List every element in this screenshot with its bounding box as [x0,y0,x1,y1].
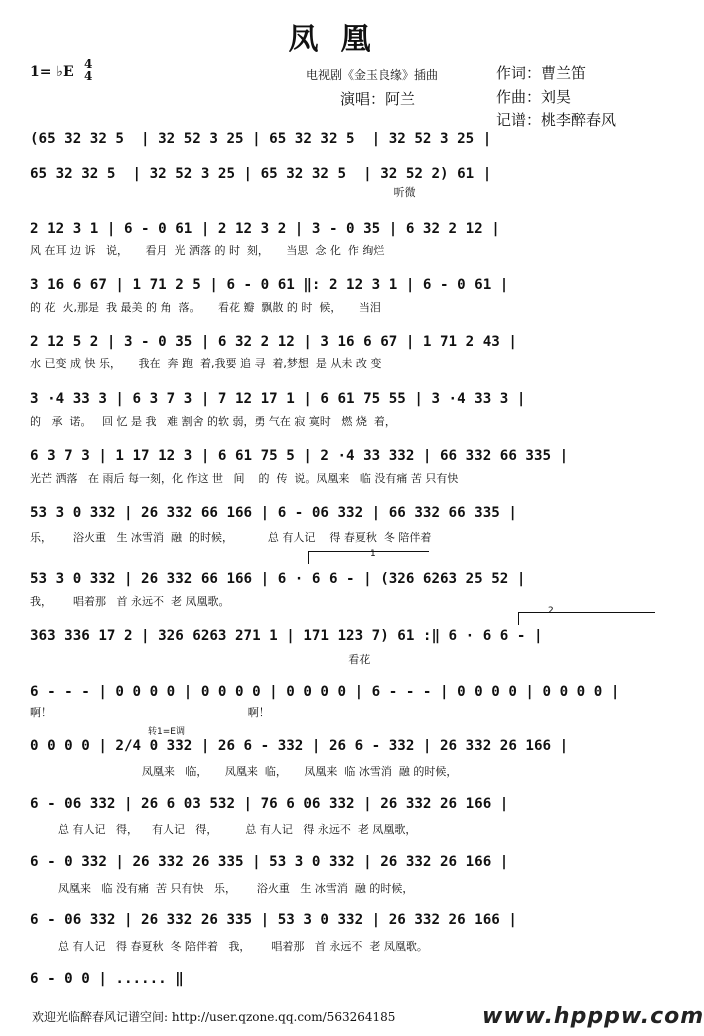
footer-text: 欢迎光临醉春风记谱空间: http://user.qzone.qq.com/563264185 [32,1010,396,1024]
time-signature-top: 4 [84,57,93,71]
lyric-line: 乐， 浴火重 生 冰雪消 融 的时候， 总 有人记 得 春夏秋 冬 陪伴着 [30,531,432,544]
watermark-logo: www.hpppw.com [482,1004,704,1029]
lyric-line: 水 已变 成 快 乐， 我在 奔 跑 着,我要 追 寻 着,梦想 是 从未 改 变 [30,357,382,370]
notation-line: 2 12 3 1 | 6 - 0 61 | 2 12 3 2 | 3 - 0 35 | 6 32 2 12 | [30,221,500,237]
subtitle: 电视剧《金玉良缘》插曲 [306,68,439,82]
volta-bracket-2 [518,612,655,625]
lyric-line: 听微 [30,186,416,199]
notation-line: 363 336 17 2 | 326 6263 271 1 | 171 123 7) 61 :‖ 6 · 6 6 - | [30,628,543,644]
lyric-line: 总 有人记 得 春夏秋 冬 陪伴着 我， 唱着那 首 永远不 老 凤凰歌。 [30,940,428,953]
time-signature-bottom: 4 [84,69,93,83]
time-signature [84,58,92,82]
lyric-line: 总 有人记 得， 有人记 得， 总 有人记 得 永远不 老 凤凰歌， [30,823,417,836]
lyric-line: 凤凰来 临 没有痛 苦 只有快 乐， 浴火重 生 冰雪消 融 的时候， [30,882,414,895]
lyric-line: 风 在耳 边 诉 说， 看月 光 洒落 的 时 刻， 当思 念 化 作 绚烂 [30,244,385,257]
key-change-label: 转1=E调 [148,727,185,737]
lyric-line: 啊！ 啊！ [30,706,270,719]
notation-line: (65 32 32 5 | 32 52 3 25 | 65 32 32 5 | 32 52 3 25 | [30,131,492,147]
composer: 作曲：刘昊 [496,88,572,106]
notation-line: 65 32 32 5 | 32 52 3 25 | 65 32 32 5 | 32 52 2) 61 | [30,166,492,182]
lyric-line: 看花 [30,653,371,666]
lyricist: 作词：曹兰笛 [496,64,587,82]
notation-line: 0 0 0 0 | 2/4 0 332 | 26 6 - 332 | 26 6 - 332 | 26 332 26 166 | [30,738,569,754]
singer: 演唱：阿兰 [340,90,416,108]
notation-line: 2 12 5 2 | 3 - 0 35 | 6 32 2 12 | 3 16 6 67 | 1 71 2 43 | [30,334,517,350]
page-title: 凤凰 [288,22,393,57]
volta-label-1: 1 [370,549,376,559]
transcriber: 记谱：桃李醉春风 [496,111,617,129]
volta-bracket-1 [308,551,429,564]
notation-line: 6 - 06 332 | 26 6 03 532 | 76 6 06 332 | 26 332 26 166 | [30,796,509,812]
volta-label-2: 2 [548,606,554,616]
lyric-line: 的 承 诺。 回 忆 是 我 难 割舍 的软 弱，勇 气在 寂 寞时 燃 烧 着， [30,415,396,428]
notation-line: 6 - - - | 0 0 0 0 | 0 0 0 0 | 0 0 0 0 | 6 - - - | 0 0 0 0 | 0 0 0 0 | [30,684,620,700]
notation-line: 6 - 0 332 | 26 332 26 335 | 53 3 0 332 | 26 332 26 166 | [30,854,509,870]
notation-line: 53 3 0 332 | 26 332 66 166 | 6 · 6 6 - | (326 6263 25 52 | [30,571,526,587]
notation-line: 3 ·4 33 3 | 6 3 7 3 | 7 12 17 1 | 6 61 75 55 | 3 ·4 33 3 | [30,391,526,407]
notation-line: 6 - 06 332 | 26 332 26 335 | 53 3 0 332 | 26 332 26 166 | [30,912,517,928]
notation-line: 3 16 6 67 | 1 71 2 5 | 6 - 0 61 ‖: 2 12 3 1 | 6 - 0 61 | [30,277,509,293]
notation-line: 6 3 7 3 | 1 17 12 3 | 6 61 75 5 | 2 ·4 33 332 | 66 332 66 335 | [30,448,569,464]
notation-line: 6 - 0 0 | ...... ‖ [30,971,184,987]
lyric-line: 的 花 火,那是 我 最美 的 角 落。 看花 瓣 飘散 的 时 候， 当泪 [30,301,381,314]
lyric-line: 光芒 洒落 在 雨后 每一刻，化 作这 世 间 的 传 说。凤凰来 临 没有痛 苦 只有快 [30,472,459,485]
lyric-line: 我， 唱着那 首 永远不 老 凤凰歌。 [30,595,230,608]
lyric-line: 凤凰来 临， 凤凰来 临， 凤凰来 临 冰雪消 融 的时候， [30,765,458,778]
notation-line: 53 3 0 332 | 26 332 66 166 | 6 - 06 332 | 66 332 66 335 | [30,505,517,521]
key-signature: 1= ♭E [30,64,74,80]
